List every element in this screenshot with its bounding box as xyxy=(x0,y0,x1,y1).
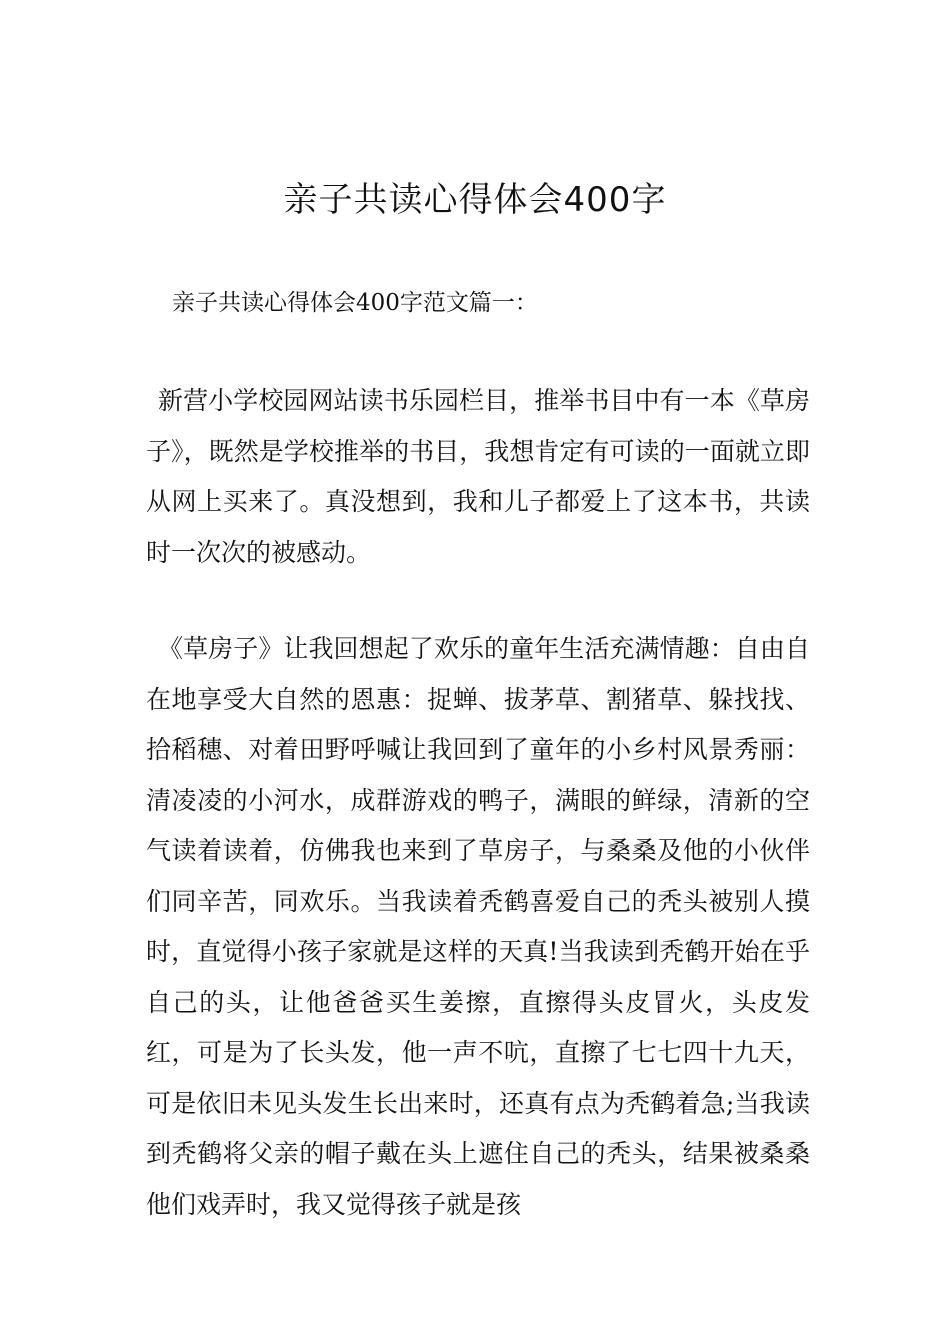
document-title: 亲子共读心得体会400字 xyxy=(283,180,667,220)
paragraph-2: 《草房子》让我回想起了欢乐的童年生活充满情趣：自由自在地享受大自然的恩惠：捉蝉、拔茅草、割猪草、躲找找、拾稻穗、对着田野呼喊让我回到了童年的小乡村风景秀丽：清凌凌的小河水，成群游戏的鸭子，满眼的鲜绿，清新的空气读着读着，仿佛我也来到了草房子，与桑桑及他的小伙伴们同辛苦，同欢乐。当我读着秃鹤喜爱自己的秃头被别人摸时，直觉得小孩子家就是这样的天真!当我读到秃鹤开始在乎自己的头，让他爸爸买生姜擦，直擦得头皮冒火，头皮发红，可是为了长头发，他一声不吭，直擦了七七四十九天，可是依旧未见头发生长出来时，还真有点为秃鹤着急;当我读到秃鹤将父亲的帽子戴在头上遮住自己的秃头，结果被桑桑他们戏弄时，我又觉得孩子就是孩 xyxy=(146,634,810,1219)
paragraph-1: 新营小学校园网站读书乐园栏目，推举书目中有一本《草房子》，既然是学校推举的书目，我想肯定有可读的一面就立即从网上买来了。真没想到，我和儿子都爱上了这本书，共读时一次次的被感动。 xyxy=(146,386,810,567)
document-subtitle: 亲子共读心得体会400字范文篇一： xyxy=(172,290,538,316)
